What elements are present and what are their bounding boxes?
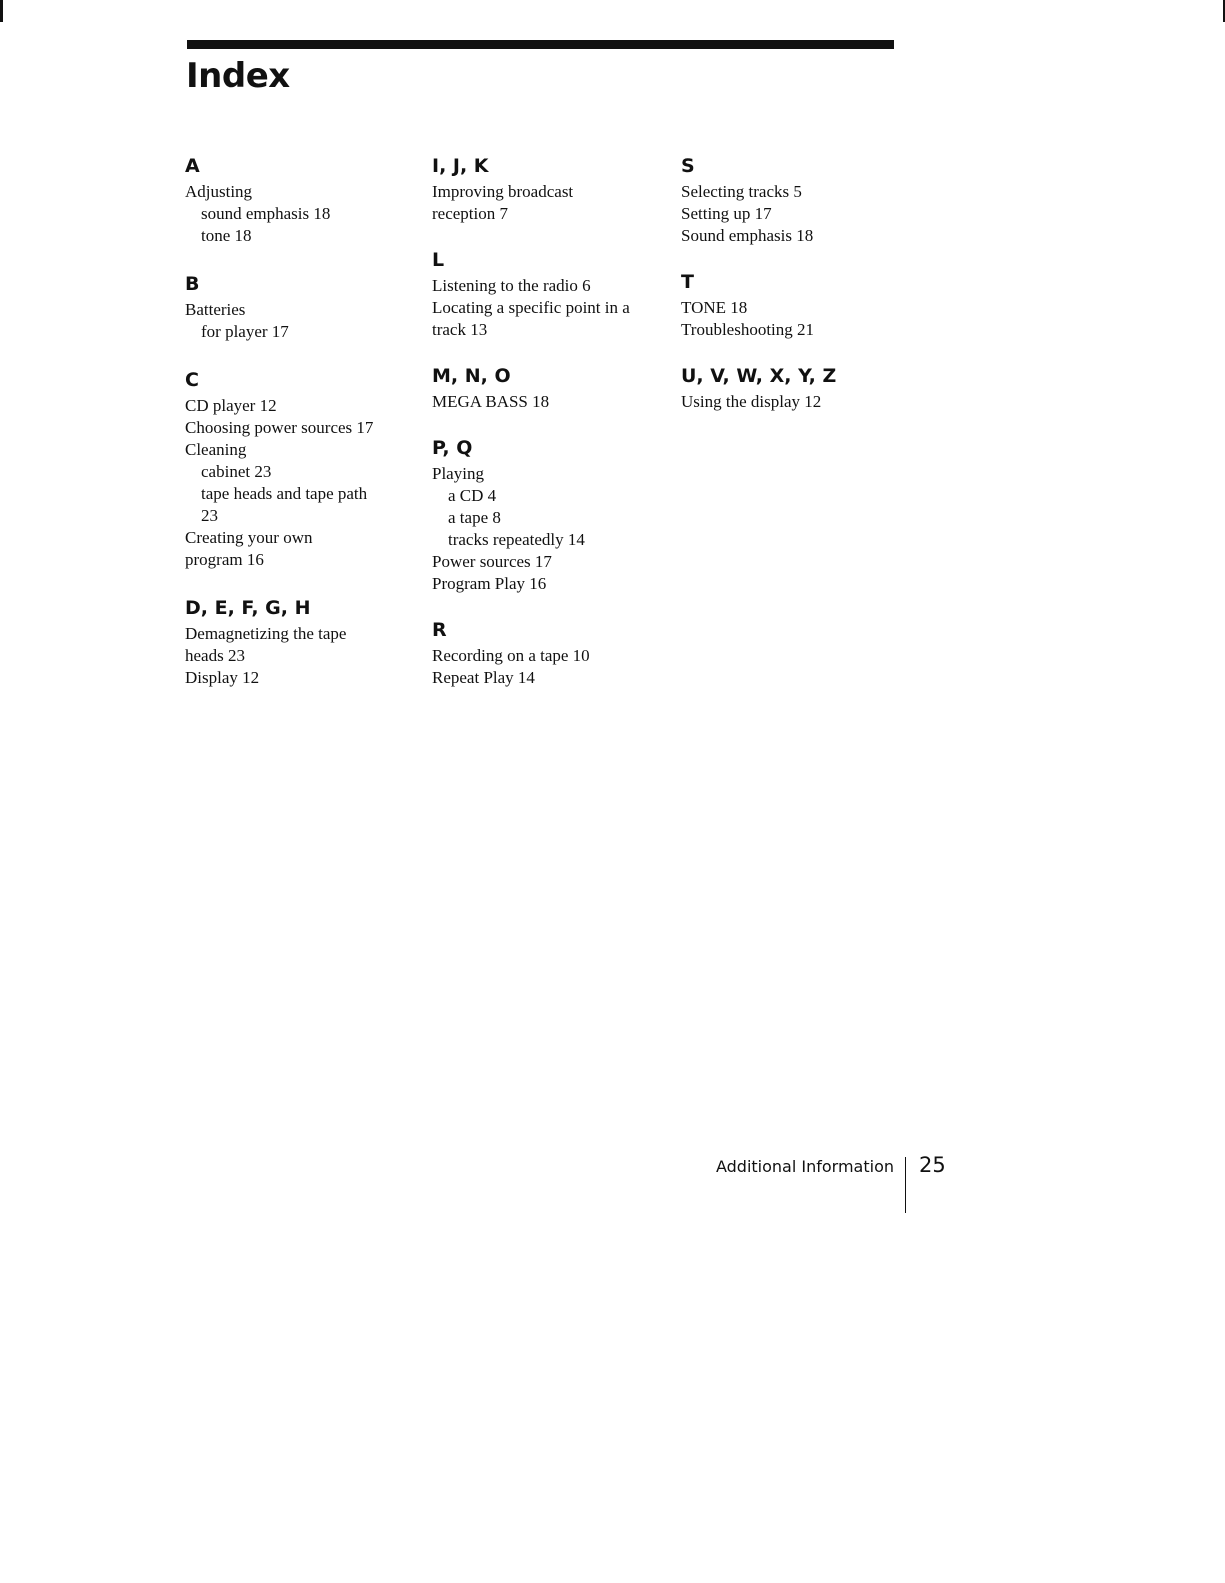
index-section — [432, 363, 672, 413]
index-section — [681, 269, 921, 341]
index-section-heading: S — [681, 155, 695, 177]
index-section-heading: B — [185, 273, 200, 295]
index-section — [185, 153, 425, 247]
index-column-1 — [185, 153, 425, 713]
index-entry: Troubleshooting 21 — [681, 320, 815, 339]
index-entry: Power sources 17 — [432, 552, 552, 571]
index-entry: Listening to the radio 6 — [432, 276, 591, 295]
index-entry: Setting up 17 — [681, 204, 772, 223]
index-subentry: a CD 4 — [448, 486, 497, 505]
index-entry: Cleaning — [185, 440, 247, 459]
index-section-heading: L — [432, 249, 445, 271]
index-subentry: tone 18 — [201, 226, 252, 245]
footer-divider — [905, 1157, 906, 1213]
index-entry: TONE 18 — [681, 298, 748, 317]
index-section-heading: P, Q — [432, 437, 473, 459]
index-section — [432, 247, 672, 341]
index-entry: heads 23 — [185, 646, 245, 665]
index-section-heading: M, N, O — [432, 365, 511, 387]
index-section — [432, 435, 672, 595]
index-section — [185, 271, 425, 343]
index-subentry: 23 — [201, 506, 218, 525]
index-entry: program 16 — [185, 550, 264, 569]
index-section — [185, 367, 425, 571]
index-subentry: a tape 8 — [448, 508, 501, 527]
index-section-heading: C — [185, 369, 199, 391]
index-entry: Display 12 — [185, 668, 260, 687]
index-entry: Playing — [432, 464, 484, 483]
index-section-heading: D, E, F, G, H — [185, 597, 311, 619]
index-entry: Using the display 12 — [681, 392, 822, 411]
index-entry: Recording on a tape 10 — [432, 646, 590, 665]
index-entry: CD player 12 — [185, 396, 277, 415]
index-section-heading: R — [432, 619, 447, 641]
index-section — [432, 153, 672, 225]
index-entry: Sound emphasis 18 — [681, 226, 814, 245]
scan-edge-mark — [0, 0, 3, 22]
index-entry: Creating your own — [185, 528, 313, 547]
index-subentry: sound emphasis 18 — [201, 204, 331, 223]
page-number: 25 — [919, 1153, 946, 1177]
index-entry: Locating a specific point in a — [432, 298, 630, 317]
index-subentry: for player 17 — [201, 322, 289, 341]
index-entry: Demagnetizing the tape — [185, 624, 347, 643]
index-section-heading: A — [185, 155, 200, 177]
index-entry: Repeat Play 14 — [432, 668, 535, 687]
index-entry: Batteries — [185, 300, 246, 319]
index-subentry: tracks repeatedly 14 — [448, 530, 585, 549]
index-section — [185, 595, 425, 689]
index-entry: MEGA BASS 18 — [432, 392, 550, 411]
index-column-2 — [432, 153, 672, 711]
index-subentry: tape heads and tape path — [201, 484, 368, 503]
index-section — [681, 363, 921, 413]
index-section-heading: U, V, W, X, Y, Z — [681, 365, 837, 387]
index-entry: track 13 — [432, 320, 488, 339]
index-entry: reception 7 — [432, 204, 508, 223]
index-entry: Choosing power sources 17 — [185, 418, 374, 437]
index-section-heading: T — [681, 271, 694, 293]
index-section — [681, 153, 921, 247]
index-entry: Selecting tracks 5 — [681, 182, 802, 201]
index-entry: Adjusting — [185, 182, 253, 201]
index-section — [432, 617, 672, 689]
index-subentry: cabinet 23 — [201, 462, 272, 481]
page-title: Index — [186, 56, 290, 96]
index-section-heading: I, J, K — [432, 155, 489, 177]
index-entry: Program Play 16 — [432, 574, 547, 593]
index-column-3 — [681, 153, 921, 435]
footer-section-name: Additional Information — [715, 1157, 894, 1176]
title-rule — [187, 40, 894, 49]
index-entry: Improving broadcast — [432, 182, 574, 201]
